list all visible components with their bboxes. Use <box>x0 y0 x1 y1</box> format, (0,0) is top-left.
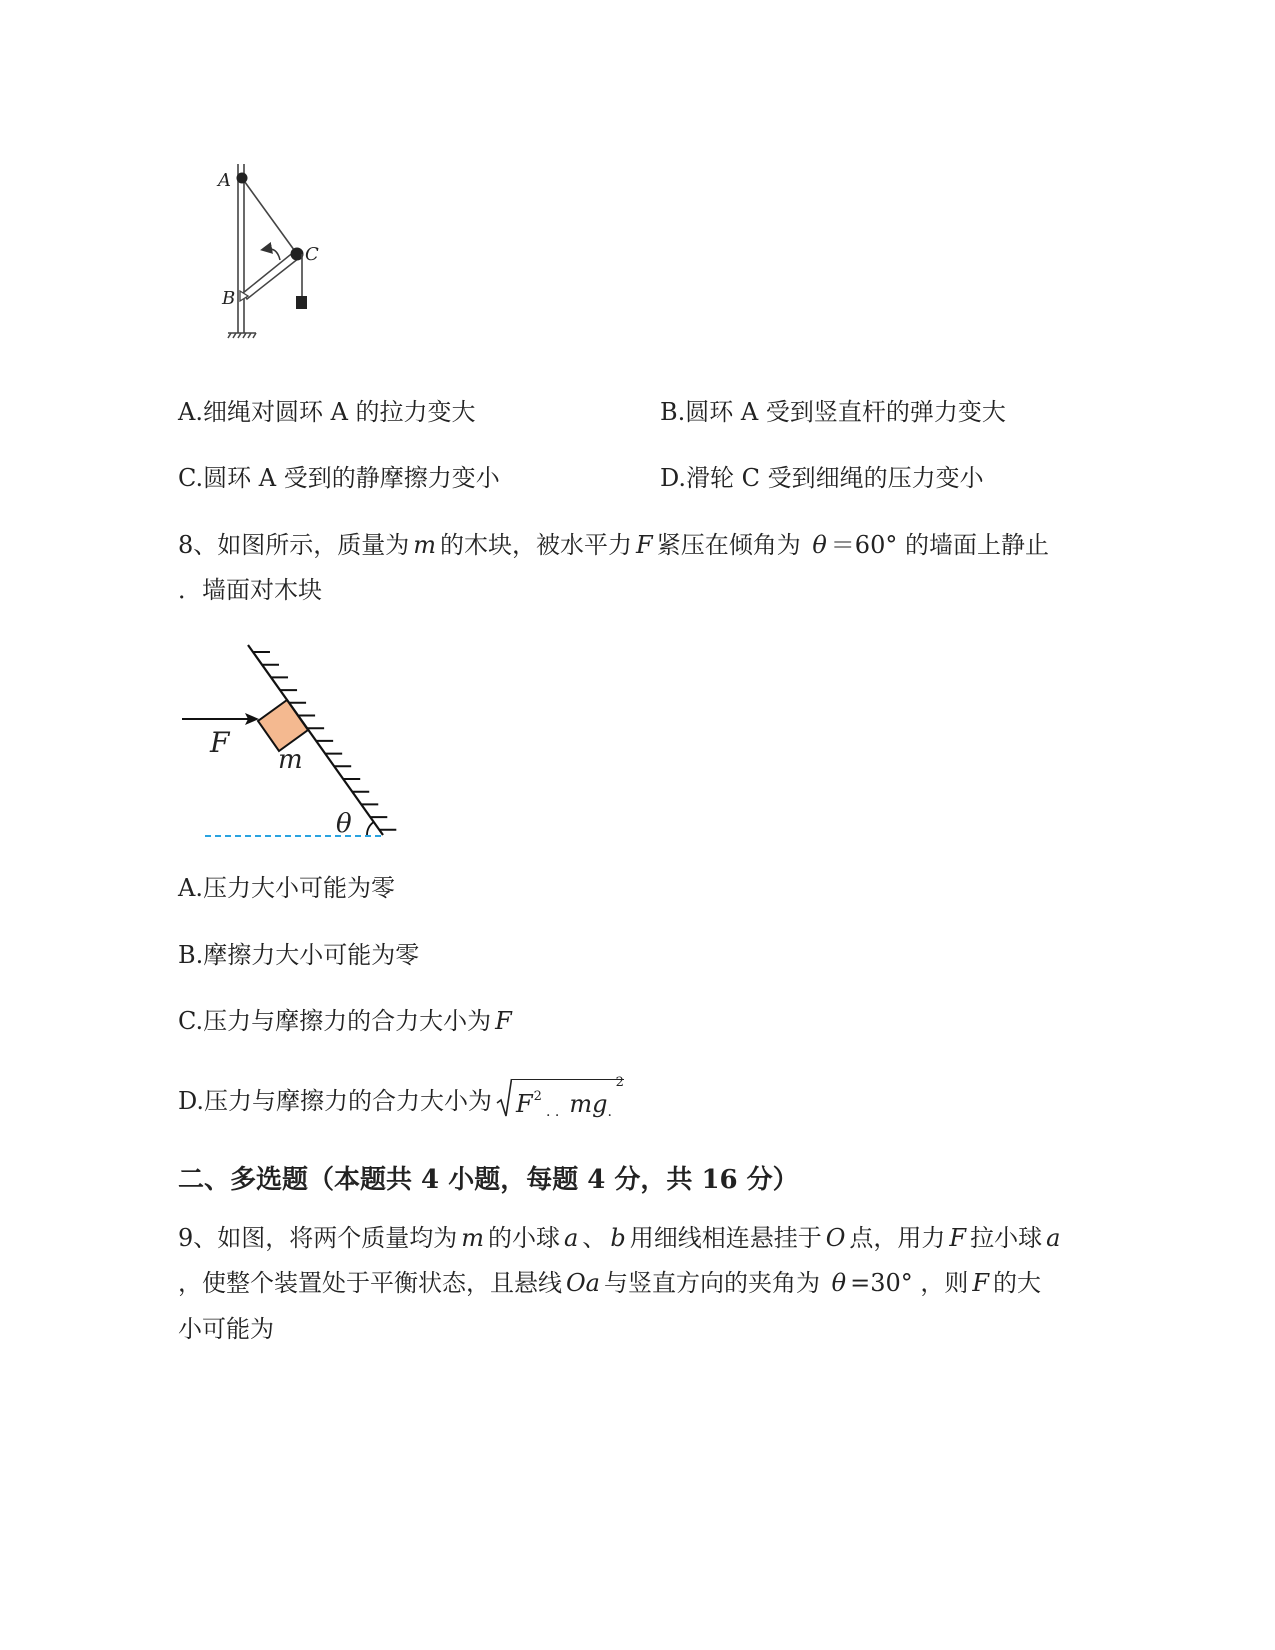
inclined-wall <box>248 645 383 835</box>
q8-option-d-text: D.压力与摩擦力的合力大小为 <box>178 1087 493 1115</box>
radical-sign <box>496 1078 512 1118</box>
q7-option-c: C.圆环 A 受到的静摩擦力变小 <box>178 464 500 492</box>
q9-text: 9、如图，将两个质量均为 <box>178 1224 458 1252</box>
q9-var-f: F <box>949 1224 967 1252</box>
q8-angle-value: ＝60° <box>830 531 905 559</box>
q9-text: 拉小球 <box>970 1224 1043 1252</box>
q9-text: 点，用力 <box>849 1224 946 1252</box>
q7-option-d: D.滑轮 C 受到细绳的压力变小 <box>660 464 984 492</box>
q7-option-b: B.圆环 A 受到竖直杆的弹力变大 <box>660 398 1006 426</box>
q8-stem-line1 <box>178 530 1049 560</box>
figure-block-on-wall <box>170 630 410 850</box>
q9-stem-line1 <box>178 1223 1064 1253</box>
q9-var-o: O <box>825 1224 846 1252</box>
q8-text: 的木块，被水平力 <box>440 531 633 559</box>
q9-var-m: m <box>461 1224 485 1252</box>
q9-var-a: a <box>1046 1224 1061 1252</box>
rotation-arrow <box>266 249 280 260</box>
q8-option-c-var-f: F <box>495 1007 512 1035</box>
radicand-f: F <box>516 1090 533 1118</box>
label-a: A <box>218 170 231 191</box>
q9-stem-line2 <box>178 1268 1041 1298</box>
q9-stem-line3: 小可能为 <box>178 1315 274 1343</box>
radicand-mg: mg <box>569 1090 608 1118</box>
label-mass-m: m <box>278 745 303 775</box>
q9-var-b: b <box>610 1224 626 1252</box>
q7-option-a: A.细绳对圆环 A 的拉力变大 <box>178 398 476 426</box>
radicand-mg-exponent: 2 <box>615 1075 624 1090</box>
section-title: 二、多选题（本题共 4 小题，每题 4 分，共 16 分） <box>178 1165 799 1195</box>
wooden-block <box>258 700 308 751</box>
q8-var-m: m <box>413 531 437 559</box>
q9-text: 与竖直方向的夹角为 <box>603 1269 828 1297</box>
q8-text: 紧压在倾角为 <box>656 531 809 559</box>
q8-option-c-text: C.压力与摩擦力的合力大小为 <box>178 1007 492 1035</box>
label-angle-theta: θ <box>336 809 352 839</box>
q9-var-f: F <box>972 1269 990 1297</box>
ring-a <box>237 173 248 184</box>
figure-pole-pulley <box>200 150 340 350</box>
radicand-operator: . . <box>545 1104 560 1120</box>
sqrt-expression <box>496 1075 624 1127</box>
q8-option-c <box>178 1006 516 1036</box>
q8-text: 8、如图所示，质量为 <box>178 531 410 559</box>
q9-text: ，使整个装置处于平衡状态，且悬线 <box>178 1269 562 1297</box>
q8-var-theta: θ <box>812 531 827 559</box>
q9-var-theta: θ <box>831 1269 847 1297</box>
rope-ac <box>242 178 297 254</box>
label-b: B <box>222 288 236 309</box>
q9-var-a: a <box>564 1224 579 1252</box>
rod-bc <box>243 251 299 299</box>
q8-text: 的墙面上静止 <box>904 531 1049 559</box>
radicand-f-exponent: 2 <box>533 1089 542 1104</box>
q8-option-b: B.摩擦力大小可能为零 <box>178 941 420 969</box>
label-c: C <box>305 244 319 265</box>
q8-option-a: A.压力大小可能为零 <box>178 874 395 902</box>
q8-option-d <box>178 1075 624 1127</box>
radicand <box>512 1075 624 1127</box>
q9-text: 的小球 <box>488 1224 561 1252</box>
angle-arc <box>367 822 374 835</box>
q9-text: 的大 <box>993 1269 1042 1297</box>
label-force-f: F <box>210 726 230 759</box>
radicand-mg-dot: . <box>607 1104 612 1120</box>
q8-stem-line2: ．墙面对木块 <box>178 576 322 604</box>
q9-text: 用细线相连悬挂于 <box>629 1224 822 1252</box>
q9-var-oa: Oa <box>566 1269 600 1297</box>
pole-ground-base <box>228 333 256 338</box>
hanging-weight <box>296 296 307 309</box>
q9-angle-value: =30° ，则 <box>850 1269 969 1297</box>
q8-var-f: F <box>636 531 653 559</box>
q9-text: 、 <box>582 1224 607 1252</box>
